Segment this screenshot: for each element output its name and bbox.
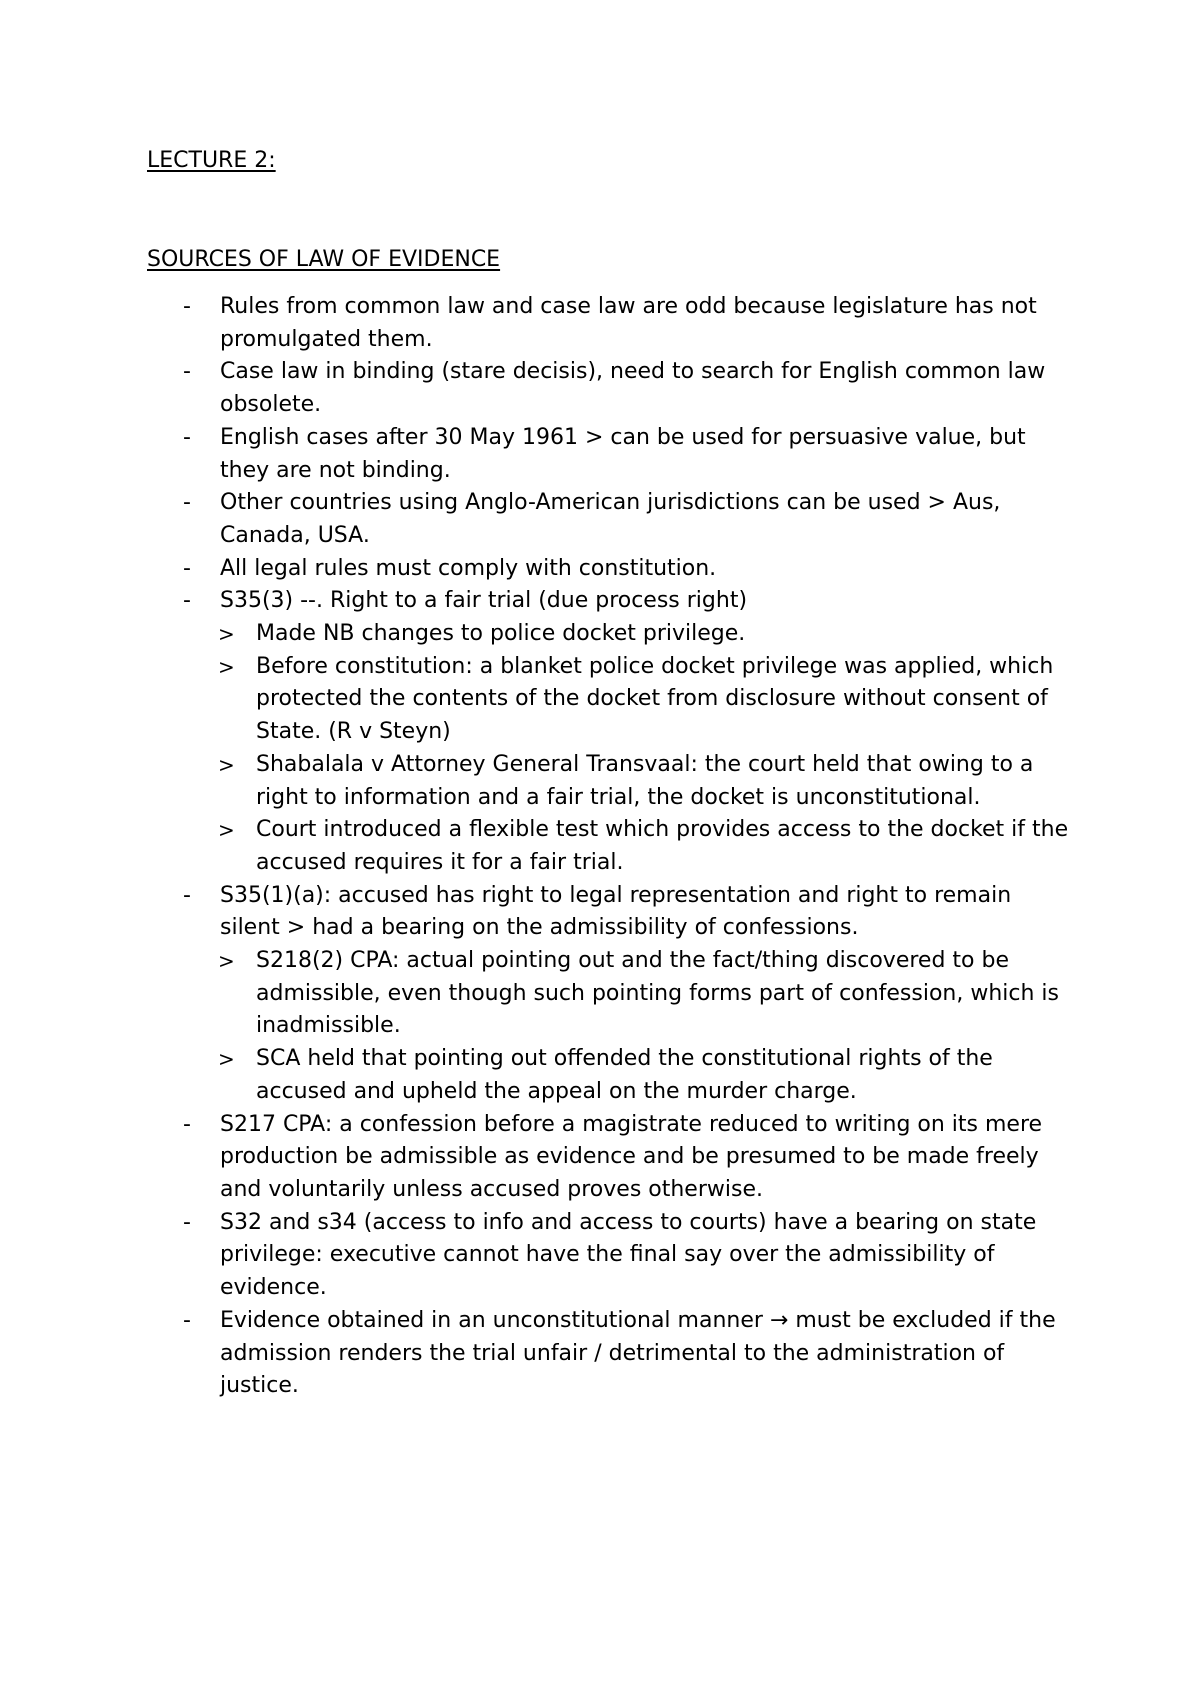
list-item bbox=[147, 1207, 1077, 1305]
list-item bbox=[147, 291, 1077, 356]
list-item bbox=[147, 1109, 1077, 1207]
list-item-text: S35(3) --. Right to a fair trial (due process right) bbox=[220, 588, 748, 614]
dash-bullet: - bbox=[183, 588, 191, 614]
list-item-text: Other countries using Anglo-American jurisdictions can be used > Aus, Canada, USA. bbox=[220, 490, 1001, 548]
list-item-text: S217 CPA: a confession before a magistrate reduced to writing on its mere production be admissible as evidence and be presumed to be made freely and voluntarily unless accused proves otherwise. bbox=[220, 1111, 1043, 1202]
dash-bullet: - bbox=[183, 359, 191, 385]
bullet-list bbox=[147, 291, 1077, 1403]
sub-list-item bbox=[147, 945, 1077, 1043]
sub-list-item bbox=[147, 1043, 1077, 1108]
arrow-bullet: > bbox=[218, 1047, 235, 1072]
list-item bbox=[147, 356, 1077, 421]
dash-bullet: - bbox=[183, 555, 191, 581]
sub-list-item-text: Made NB changes to police docket privilege. bbox=[256, 621, 746, 647]
list-item-text: All legal rules must comply with constitution. bbox=[220, 555, 717, 581]
list-item bbox=[147, 585, 1077, 618]
arrow-bullet: > bbox=[218, 818, 235, 843]
dash-bullet: - bbox=[183, 1209, 191, 1235]
sub-list-item-text: SCA held that pointing out offended the constitutional rights of the accused and upheld the appeal on the murder charge. bbox=[256, 1046, 993, 1104]
sub-list-item-text: Court introduced a flexible test which provides access to the docket if the accused requires it for a fair trial. bbox=[256, 817, 1069, 875]
sub-list-item bbox=[147, 749, 1077, 814]
dash-bullet: - bbox=[183, 490, 191, 516]
list-item bbox=[147, 422, 1077, 487]
list-item-text: Evidence obtained in an unconstitutional manner → must be excluded if the admission renders the trial unfair / detrimental to the administration of justice. bbox=[220, 1307, 1056, 1399]
list-item-text: English cases after 30 May 1961 > can be used for persuasive value, but they are not binding. bbox=[220, 424, 1026, 483]
section-title: SOURCES OF LAW OF EVIDENCE bbox=[147, 247, 501, 272]
arrow-bullet: > bbox=[218, 622, 235, 647]
list-item bbox=[147, 880, 1077, 945]
list-item-text: S32 and s34 (access to info and access to courts) have a bearing on state privilege: executive cannot have the final say over the admissibility of evidence. bbox=[220, 1209, 1037, 1301]
arrow-bullet: > bbox=[218, 949, 235, 974]
sub-list-item-text: S218(2) CPA: actual pointing out and the fact/thing discovered to be admissible, even though such pointing forms part of confession, which is inadmissible. bbox=[256, 948, 1059, 1039]
arrow-bullet: > bbox=[218, 654, 235, 679]
dash-bullet: - bbox=[183, 424, 191, 450]
dash-bullet: - bbox=[183, 882, 191, 908]
sub-list-item bbox=[147, 618, 1077, 651]
sub-list-item bbox=[147, 814, 1077, 879]
list-item-text: S35(1)(a): accused has right to legal representation and right to remain silent > had a bearing on the admissibility of confessions. bbox=[220, 882, 1012, 941]
sub-list-item bbox=[147, 651, 1077, 749]
list-item-text: Rules from common law and case law are odd because legislature has not promulgated them. bbox=[220, 294, 1037, 352]
dash-bullet: - bbox=[183, 1111, 191, 1137]
sub-list-item-text: Before constitution: a blanket police docket privilege was applied, which protected the contents of the docket from disclosure without consent of State. (R v Steyn) bbox=[256, 653, 1054, 745]
list-item bbox=[147, 487, 1077, 552]
dash-bullet: - bbox=[183, 1307, 191, 1333]
list-item bbox=[147, 1305, 1077, 1403]
arrow-bullet: > bbox=[218, 752, 235, 777]
sub-list-item-text: Shabalala v Attorney General Transvaal: the court held that owing to a right to information and a fair trial, the docket is unconstitutional. bbox=[256, 751, 1034, 810]
lecture-title: LECTURE 2: bbox=[147, 148, 276, 173]
list-item-text: Case law in binding (stare decisis), need to search for English common law obsolete. bbox=[220, 359, 1046, 418]
dash-bullet: - bbox=[183, 294, 191, 319]
list-item bbox=[147, 553, 1077, 586]
